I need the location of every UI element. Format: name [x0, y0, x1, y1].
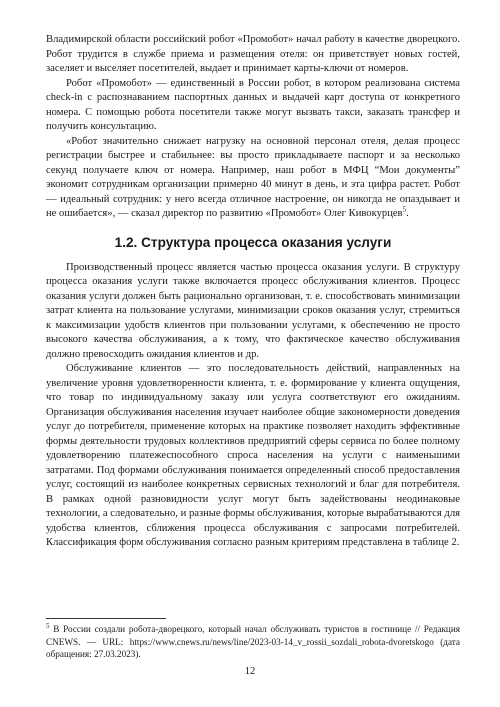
footnote-divider: [46, 618, 166, 619]
footnote-text: В России создали робота-дворецкого, который начал обслуживать туристов в гостинице // Редакция CNEWS. — URL: https://www.cnews.ru/news/line/2023-03-14_v_rossii_sozdali_robota-dvoretskogo (дата обращения: 27.03.2023).: [46, 624, 460, 659]
body-text: [46, 33, 460, 551]
paragraph-5: Обслуживание клиентов — это последовательность действий, направленных на увеличение уровня удовлетворенности клиента, т. е. формирование у клиента ощущения, что товар по индивидуальному заказу или услуга соответствуют его ожиданиям. Организация обслуживания населения изучает наиболее общие закономерности доведения услуг до потребителя, применение которых на практике позволяет находить эффективные формы деятельности трудовых коллективов предприятий сферы сервиса по более полному удовлетворению платежеспособного спроса населения на услуги с наименьшими затратами. Под формами обслуживания понимается определенный способ предоставления услуг, состоящий из наиболее конкретных сервисных технологий и благ для потребителя. В рамках одной разновидности услуг могут быть задействованы неодинаковые технологии, а следовательно, и разные формы обслуживания, которые вырабатываются для удобства клиентов, сближения процесса обслуживания с запросами потребителей. Классификация форм обслуживания согласно разным критериям представлена в таблице 2.: [46, 363, 460, 548]
footnote-reference[interactable]: 5: [402, 205, 407, 214]
footnote: [46, 623, 460, 661]
paragraph-3: «Робот значительно снижает нагрузку на основной персонал отеля, делая процесс регистрации быстрее и стабильнее: вы просто прикладываете паспорт и за несколько секунд получаете ключ от номера. Например, наш робот в МФЦ “Мои документы” экономит сотрудникам организации примерно 40 минут в день, и эта цифра растет. Робот — идеальный сотрудник: у него всегда отличное настроение, он никогда не опаздывает и не ошибается», — сказал директор по развитию «Промобот» Олег Кивокурцев$^5$.: [46, 135, 460, 219]
paragraph-4: Производственный процесс является частью процесса оказания услуги. В структуру процесса оказания услуги также включается процесс обслуживания клиентов. Процесс оказания услуги должен быть рационально организован, т. е. способствовать минимизации затрат клиента на пользование услугами, минимизации сроков оказания услуг, стремиться к максимизации удобств клиентов при пользовании услугами, к обеспечению не просто высокого качества обслуживания, а к тому, что фактическое качество обслуживания должно превосходить ожидания клиентов и др.: [46, 261, 460, 360]
page-number: 12: [244, 666, 256, 677]
paragraph-2: Робот «Промобот» — единственный в России робот, в котором реализована система check-in с распознаванием паспортных данных и выдачей карт доступа от конкретного номера. С помощью робота посетители также могут вызвать такси, заказать трансфер и получить консультацию.: [46, 77, 460, 132]
quote-text: «Робот значительно снижает нагрузку на основной персонал отеля, делая процесс регистрации быстрее и стабильнее: вы просто прикладываете паспорт и за несколько секунд получаете ключ от номера. Например, наш робот в МФЦ “Мои документы” экономит сотрудникам организации примерно 40 минут в день, и эта цифра растет. Робот — идеальный сотрудник: у него всегда отличное настроение, он никогда не опаздывает и не ошибается», — сказал директор по развитию «Промобот» Олег Кивокурцев: [46, 135, 460, 219]
paragraph-1: Владимирской области российский робот «Промобот» начал работу в качестве дворецкого. Робот трудится в службе приема и размещения отеля: он приветствует новых гостей, заселяет и выселяет посетителей, выдает и принимает карты-ключи от номеров.: [46, 34, 460, 74]
footnote-number: 5: [46, 621, 50, 630]
section-heading: 1.2. Структура процесса оказания услуги: [114, 234, 392, 250]
